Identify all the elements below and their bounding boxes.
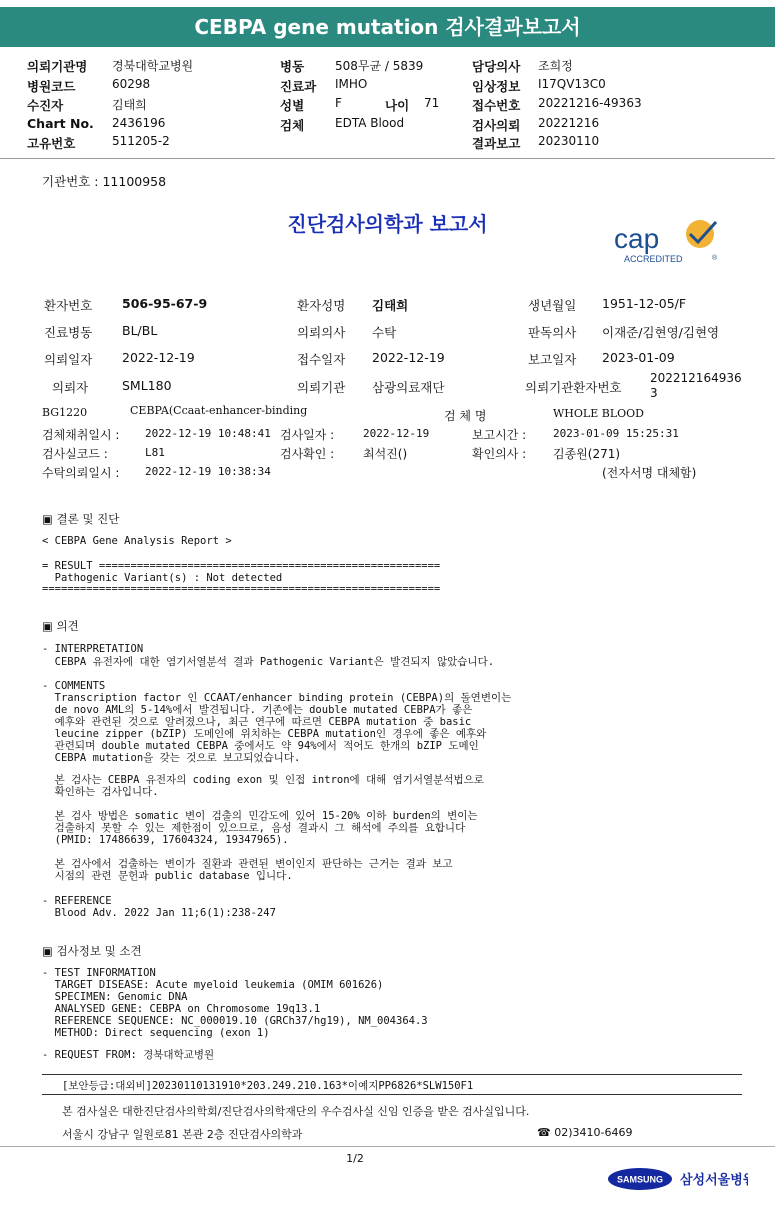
value-test-date: 2022-12-19 xyxy=(363,427,430,440)
value-requester: SML180 xyxy=(122,378,172,393)
value-lab-code: L81 xyxy=(145,446,165,459)
value-sex: F xyxy=(335,96,342,110)
value-patient-name: 김태희 xyxy=(112,98,147,112)
result-rule-top: = RESULT ====================================================== xyxy=(42,560,441,572)
value-result-report: 20230110 xyxy=(538,134,600,148)
cap-accredited-logo xyxy=(612,216,724,266)
page-rule xyxy=(0,1146,775,1147)
test-information-line: SPECIMEN: Genomic DNA xyxy=(42,991,188,1003)
value-age: 71 xyxy=(424,96,440,110)
value-report-date: 2023-01-09 xyxy=(602,350,675,365)
test-information-line: TARGET DISEASE: Acute myeloid leukemia (OMIM 601626) xyxy=(42,979,384,991)
label-ward: 병동 xyxy=(280,59,305,74)
value-consignment-time: 2022-12-19 10:38:34 xyxy=(145,465,271,478)
comments-line: (PMID: 17486639, 17604324, 19347965). xyxy=(42,834,289,846)
institution-number: 기관번호 : 11100958 xyxy=(42,174,167,189)
label-age: 나이 xyxy=(385,98,410,113)
value-collection-time: 2022-12-19 10:48:41 xyxy=(145,427,271,440)
esign-note: (전자서명 대체함) xyxy=(602,466,697,480)
value-institution-patient-no-part1: 202212164936 xyxy=(650,371,742,385)
result-pathogenic-variants: Pathogenic Variant(s) : Not detected xyxy=(42,572,283,584)
comments-line: 시점의 관련 문헌과 public database 입니다. xyxy=(42,870,293,882)
label-consignment-time: 수탁의뢰일시 : xyxy=(42,466,120,480)
value-request-date: 2022-12-19 xyxy=(122,350,195,365)
label-sex: 성별 xyxy=(280,98,305,113)
comments-line: 검출하지 못할 수 있는 제한점이 있으므로, 음성 결과시 그 해석에 주의를 요합니다 xyxy=(42,822,466,834)
comments-line: 확인하는 검사입니다. xyxy=(42,786,159,798)
label-requesting-org: 의뢰기관명 xyxy=(27,59,88,74)
reference-heading: - REFERENCE xyxy=(42,895,112,907)
value-birthdate: 1951-12-05/F xyxy=(602,296,687,311)
page-number: 1/2 xyxy=(346,1152,364,1165)
label-confirming-doctor: 확인의사 : xyxy=(472,447,527,461)
value-specimen-name: WHOLE BLOOD xyxy=(553,407,644,420)
label-result-report: 결과보고 xyxy=(472,136,521,151)
result-rule-bottom: =============================================================== xyxy=(42,583,441,595)
report-banner-title: CEBPA gene mutation 검사결과보고서 xyxy=(0,7,775,47)
value-patient-fullname: 김태희 xyxy=(372,298,409,313)
section-testinfo-heading: ▣ 검사정보 및 소견 xyxy=(42,944,142,958)
comments-line: 예후와 관련된 것으로 알려졌으나, 최근 연구에 따르면 CEBPA mutation 중 basic xyxy=(42,716,472,728)
label-clinical-info: 임상정보 xyxy=(472,79,521,94)
label-care-ward: 진료병동 xyxy=(44,325,93,340)
test-information-line: REFERENCE SEQUENCE: NC_000019.10 (GRCh37/hg19), NM_004364.3 xyxy=(42,1015,428,1027)
lab-address: 서울시 강남구 일원로81 본관 2층 진단검사의학과 xyxy=(62,1128,303,1141)
request-from: - REQUEST FROM: 경북대학교병원 xyxy=(42,1049,215,1061)
label-unique-no: 고유번호 xyxy=(27,136,76,151)
value-unique-no: 511205-2 xyxy=(112,134,170,148)
label-specimen-name: 검 체 명 xyxy=(444,409,487,423)
value-specimen: EDTA Blood xyxy=(335,116,405,130)
test-information-line: ANALYSED GENE: CEBPA on Chromosome 19q13.1 xyxy=(42,1003,321,1015)
comments-line: CEBPA mutation을 갖는 것으로 보고되었습니다. xyxy=(42,752,301,764)
comments-line: 본 검사는 CEBPA 유전자의 coding exon 및 인접 intron에 대해 염기서열분석법으로 xyxy=(42,774,484,786)
label-accession-no: 접수번호 xyxy=(472,98,521,113)
label-requesting-institution: 의뢰기관 xyxy=(297,380,346,395)
label-receipt-date: 접수일자 xyxy=(297,352,346,367)
label-patient-fullname: 환자성명 xyxy=(297,298,346,313)
comments-line: 본 검사 방법은 somatic 변이 검출의 민감도에 있어 15-20% 이하 burden의 변이는 xyxy=(42,810,478,822)
test-information-line: METHOD: Direct sequencing (exon 1) xyxy=(42,1027,270,1039)
svg-text:삼성서울병원: 삼성서울병원 xyxy=(680,1173,748,1188)
label-department: 진료과 xyxy=(280,79,317,94)
label-test-request: 검사의뢰 xyxy=(472,118,521,133)
value-institution-patient-no-part2: 3 xyxy=(650,386,658,400)
value-care-ward: BL/BL xyxy=(122,323,158,338)
interpretation-text: CEBPA 유전자에 대한 염기서열분석 결과 Pathogenic Variant은 발견되지 않았습니다. xyxy=(42,656,495,668)
label-lab-code: 검사실코드 : xyxy=(42,447,108,461)
svg-text:cap: cap xyxy=(614,223,660,254)
comments-line: 관련되며 double mutated CEBPA 중에서도 약 94%에서 적어도 한개의 bZIP 도메인 xyxy=(42,740,479,752)
value-report-time: 2023-01-09 15:25:31 xyxy=(553,427,679,440)
report-subtitle: < CEBPA Gene Analysis Report > xyxy=(42,535,232,547)
lab-phone: ☎ 02)3410-6469 xyxy=(537,1126,633,1139)
label-report-date: 보고일자 xyxy=(528,352,577,367)
value-accession-no: 20221216-49363 xyxy=(538,96,642,110)
value-department: IMHO xyxy=(335,77,368,91)
label-patient-id: 환자번호 xyxy=(44,298,93,313)
svg-text:ACCREDITED: ACCREDITED xyxy=(624,254,683,264)
label-attending-doctor: 담당의사 xyxy=(472,59,521,74)
label-test-date: 검사일자 : xyxy=(280,428,335,442)
value-requesting-org: 경북대학교병원 xyxy=(112,59,194,73)
value-hospital-code: 60298 xyxy=(112,77,151,91)
interpretation-heading: - INTERPRETATION xyxy=(42,643,144,655)
section-opinion-heading: ▣ 의견 xyxy=(42,619,79,633)
section-conclusion-heading: ▣ 결론 및 진단 xyxy=(42,512,120,526)
value-chart-no: 2436196 xyxy=(112,116,166,130)
label-hospital-code: 병원코드 xyxy=(27,79,76,94)
label-request-date: 의뢰일자 xyxy=(44,352,93,367)
comments-line: leucine zipper (bZIP) 도메인에 위치하는 CEBPA mutation인 경우에 좋은 예후와 xyxy=(42,728,487,740)
label-chart-no: Chart No. xyxy=(27,116,94,131)
value-requesting-institution: 삼광의료재단 xyxy=(372,380,445,395)
certification-notice: 본 검사실은 대한진단검사의학회/진단검사의학재단의 우수검사실 신임 인증을 받은 검사실입니다. xyxy=(62,1105,530,1118)
label-collection-time: 검체채취일시 : xyxy=(42,428,120,442)
reference-text: Blood Adv. 2022 Jan 11;6(1):238-247 xyxy=(42,907,276,919)
header-divider xyxy=(0,158,775,159)
value-confirming-doctor: 김종원(271) xyxy=(553,447,621,461)
test-name: CEBPA(Ccaat-enhancer-binding xyxy=(130,404,308,417)
value-test-request: 20221216 xyxy=(538,116,600,130)
label-patient-name: 수진자 xyxy=(27,98,64,113)
label-specimen: 검체 xyxy=(280,118,305,133)
label-test-verification: 검사확인 : xyxy=(280,447,335,461)
comments-line: de novo AML의 5-14%에서 발견됩니다. 기존에는 double mutated CEBPA가 좋은 xyxy=(42,704,473,716)
footer-rule-top xyxy=(42,1074,742,1075)
comments-line: Transcription factor 인 CCAAT/enhancer binding protein (CEBPA)의 돌연변이는 xyxy=(42,692,512,704)
label-birthdate: 생년월일 xyxy=(528,298,577,313)
label-referring-doctor: 의뢰의사 xyxy=(297,325,346,340)
svg-text:SAMSUNG: SAMSUNG xyxy=(616,1174,664,1185)
footer-rule-bottom xyxy=(42,1094,742,1095)
label-report-time: 보고시간 : xyxy=(472,428,527,442)
comments-heading: - COMMENTS xyxy=(42,680,106,692)
label-reading-doctor: 판독의사 xyxy=(528,325,577,340)
label-institution-patient-no: 의뢰기관환자번호 xyxy=(525,380,622,395)
value-attending-doctor: 조희정 xyxy=(538,59,573,73)
value-patient-id: 506-95-67-9 xyxy=(122,296,208,311)
samsung-hospital-logo xyxy=(608,1166,748,1192)
value-referring-doctor: 수탁 xyxy=(372,325,397,340)
value-clinical-info: I17QV13C0 xyxy=(538,77,606,91)
value-ward: 508무균 / 5839 xyxy=(335,59,424,73)
value-receipt-date: 2022-12-19 xyxy=(372,350,445,365)
comments-line: 본 검사에서 검출하는 변이가 질환과 관련된 변이인지 판단하는 근거는 결과 보고 xyxy=(42,858,453,870)
test-code: BG1220 xyxy=(42,406,88,419)
test-information-heading: - TEST INFORMATION xyxy=(42,967,156,979)
value-test-verification: 최석진() xyxy=(363,447,408,461)
label-requester: 의뢰자 xyxy=(52,380,89,395)
value-reading-doctor: 이재준/김현영/김현영 xyxy=(602,325,720,340)
security-stamp: [보안등급:대외비]20230110131910*203.249.210.163*이예지PP6826*SLW150F1 xyxy=(62,1080,474,1092)
svg-text:®: ® xyxy=(712,255,718,262)
document-title: 진단검사의학과 보고서 xyxy=(287,212,488,236)
